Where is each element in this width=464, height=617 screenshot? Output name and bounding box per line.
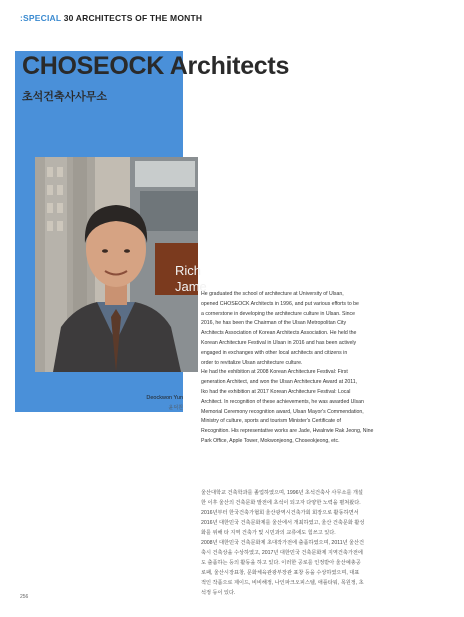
english-bio-line: engaged in exchanges with other local architects and citizens in	[201, 349, 348, 356]
sign-text-line-1: Rich	[175, 263, 202, 278]
english-bio-line: Iko had the exhibition at 2017 Korean Architecture Festival: Local	[201, 388, 351, 395]
korean-bio-line: 적인 작품으로 제이드, 비비해정, 나인파크오피스텔, 애플타워, 목원정, 초	[201, 580, 364, 586]
section-header	[20, 13, 202, 23]
page-number: 256	[20, 594, 29, 600]
english-bio-line: opened CHOSEOCK Architects in 1996, and put various efforts to be	[201, 300, 359, 307]
english-bio-line: He had the exhibition at 2008 Korean Architecture Festival: First	[201, 369, 348, 376]
architect-name: Deockwon Yun	[146, 395, 183, 401]
korean-biography	[201, 488, 437, 598]
english-bio-line: Korean Architecture Festival in Ulsan in 2016 and has been actively	[201, 339, 357, 346]
korean-bio-line: 2016년 대한민국 건축문화제를 울산에서 개최하였고, 울산 건축문화 활성	[201, 520, 365, 526]
company-name: CHOSEOCK Architects	[22, 52, 290, 80]
korean-bio-line: 축시 건축상을 수상하였고, 2017년 대한민국 건축문화제 지역건축가전에	[201, 550, 363, 556]
english-bio-line: Recognition. His representative works are Jade, Hwalrwie Rak Jeong, Nine	[201, 428, 374, 435]
architect-portrait-photo	[35, 157, 207, 372]
english-bio-line: Architect. In recognition of these achievements, he was awarded Ulsan	[201, 398, 364, 405]
company-name-korean: 초석건축사사무소	[22, 91, 108, 103]
english-bio-line: a cornerstone in developing the architecture culture in Ulsan. Since	[201, 310, 355, 317]
english-bio-line: Park Office, Apple Tower, Mokwonjeong, Choseokjeong, etc.	[201, 437, 340, 444]
english-bio-line: He graduated the school of architecture at University of Ulsan,	[201, 291, 344, 297]
architect-name-korean: 윤덕원	[168, 405, 183, 411]
english-bio-line: Ministry of culture, sports and tourism Minister's Certificate of	[201, 418, 341, 425]
korean-bio-line: 로패, 울산시장표창, 문화체육관광부장관 표창 등을 수상하였으며, 대표	[201, 570, 360, 576]
portrait-illustration	[35, 157, 207, 372]
english-bio-line: Memorial Ceremony recognition award, Ulsan Mayor's Commendation,	[201, 408, 364, 415]
header-special: SPECIAL	[23, 13, 62, 23]
english-bio-line: 2016, he has been the Chairman of the Ulsan Metropolitan City	[201, 320, 347, 327]
korean-bio-line: 한 이후 울산의 건축문화 발전에 초석이 되고자 다양한 노력을 펼쳐왔다.	[201, 500, 361, 506]
header-title: 30 ARCHITECTS OF THE MONTH	[63, 13, 203, 23]
sign-text-line-2: Jame	[175, 279, 207, 294]
korean-bio-line: 2008년 대한민국 건축문화제 초대작가전에 출품하였으며, 2011년 울산건	[201, 540, 365, 546]
korean-bio-line: 화를 위해 타 지역 건축가 및 시민과의 교류에도 힘쓰고 있다.	[201, 530, 336, 536]
korean-bio-line: 울산대학교 건축학과를 졸업하였으며, 1996년 초석건축사 사무소를 개설	[201, 490, 363, 496]
korean-bio-line: 2016년부터 한국건축가협회 울산광역시건축가회 회장으로 활동하면서	[201, 510, 359, 516]
english-bio-line: generation Architect, and won the Ulsan Architecture Award at 2011,	[201, 379, 358, 386]
english-bio-line: order to revitalize Ulsan architecture culture.	[201, 359, 303, 366]
korean-bio-line: 도 출품하는 등의 활동을 하고 있다. 이러한 공로를 인정받아 울산예총공	[201, 560, 361, 566]
korean-bio-line: 석정 등이 있다.	[201, 590, 236, 596]
header-colon: :	[20, 13, 24, 23]
english-biography	[201, 290, 437, 447]
english-bio-line: Architects Association of Korean Architects Association. He held the	[201, 330, 357, 337]
